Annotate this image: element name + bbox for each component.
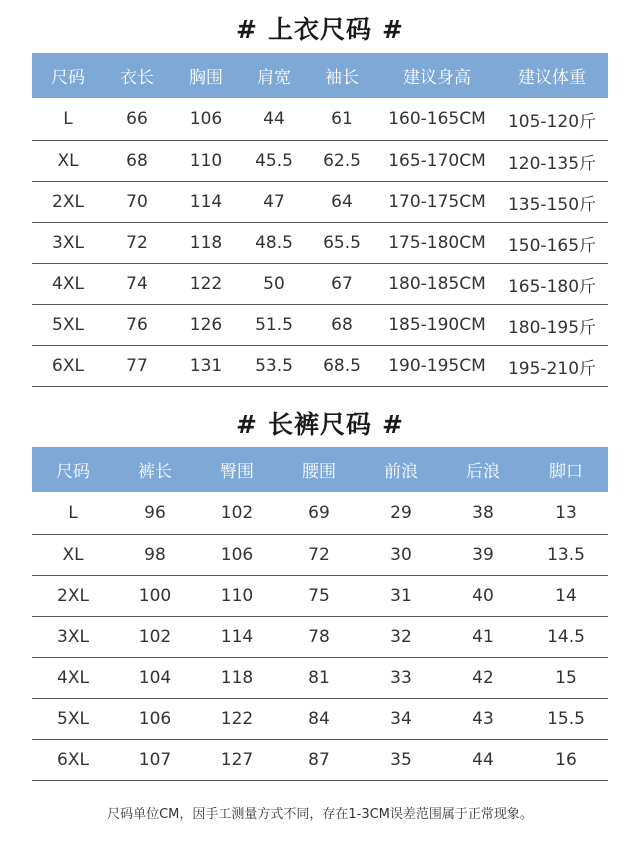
table-cell: 81 [278,658,360,699]
table-cell: 70 [104,182,170,223]
table-cell: 122 [170,264,242,305]
table-cell: 165-180斤 [496,264,608,305]
table-cell: 44 [242,98,306,141]
table-cell: 6XL [32,346,104,387]
footnote: 尺码单位CM，因手工测量方式不同，存在1-3CM误差范围属于正常现象。 [107,807,533,822]
table-cell: 72 [104,223,170,264]
table-cell: XL [32,535,114,576]
table-cell: 131 [170,346,242,387]
table-cell: 180-195斤 [496,305,608,346]
table-cell: 15.5 [524,699,608,740]
column-header: 肩宽 [242,53,306,98]
table-cell: 77 [104,346,170,387]
table-cell: 74 [104,264,170,305]
hash-right: # [382,15,404,44]
table-cell: 150-165斤 [496,223,608,264]
table-cell: 33 [360,658,442,699]
column-header: 后浪 [442,447,524,492]
table-cell: 105-120斤 [496,98,608,141]
table-cell: 50 [242,264,306,305]
table-cell: 120-135斤 [496,141,608,182]
top-title-text: 上衣尺码 [267,15,372,44]
column-header: 脚口 [524,447,608,492]
table-cell: L [32,98,104,141]
column-header: 衣长 [104,53,170,98]
table-cell: L [32,492,114,535]
table-cell: 3XL [32,617,114,658]
table-cell: 190-195CM [378,346,496,387]
table-cell: 160-165CM [378,98,496,141]
table-cell: 45.5 [242,141,306,182]
table-cell: 35 [360,740,442,781]
top-section-title [0,10,640,46]
table-cell: 118 [170,223,242,264]
table-cell: 102 [196,492,278,535]
table-row [32,346,608,387]
table-cell: 2XL [32,182,104,223]
table-cell: 66 [104,98,170,141]
table-row [32,576,608,617]
table-cell: 135-150斤 [496,182,608,223]
table-row [32,492,608,535]
table-cell: 104 [114,658,196,699]
table-cell: 67 [306,264,378,305]
table-cell: 110 [196,576,278,617]
table-row [32,617,608,658]
table-cell: 5XL [32,305,104,346]
table-cell: 43 [442,699,524,740]
table-cell: 114 [196,617,278,658]
table-row [32,535,608,576]
table-cell: 61 [306,98,378,141]
table-cell: 106 [196,535,278,576]
table-cell: 42 [442,658,524,699]
table-cell: 13 [524,492,608,535]
table-cell: 13.5 [524,535,608,576]
table-cell: 106 [170,98,242,141]
table-cell: 126 [170,305,242,346]
column-header: 尺码 [32,447,114,492]
top-header-row [32,53,608,98]
column-header: 胸围 [170,53,242,98]
table-row [32,699,608,740]
bottom-title-text: 长裤尺码 [267,410,372,439]
table-row [32,264,608,305]
table-cell: 87 [278,740,360,781]
table-row [32,305,608,346]
hash-right: # [382,410,404,439]
table-cell: 64 [306,182,378,223]
table-cell: 3XL [32,223,104,264]
table-row [32,740,608,781]
table-cell: 100 [114,576,196,617]
column-header: 建议身高 [378,53,496,98]
table-cell: 122 [196,699,278,740]
table-cell: 29 [360,492,442,535]
column-header: 建议体重 [496,53,608,98]
bottom-section-title [0,405,640,441]
table-row [32,658,608,699]
column-header: 臀围 [196,447,278,492]
table-cell: 110 [170,141,242,182]
table-cell: 69 [278,492,360,535]
table-cell: 32 [360,617,442,658]
table-cell: 62.5 [306,141,378,182]
table-cell: 107 [114,740,196,781]
table-cell: XL [32,141,104,182]
table-cell: 75 [278,576,360,617]
table-cell: 47 [242,182,306,223]
column-header: 前浪 [360,447,442,492]
table-cell: 78 [278,617,360,658]
table-cell: 34 [360,699,442,740]
table-cell: 14.5 [524,617,608,658]
table-cell: 68 [306,305,378,346]
table-cell: 127 [196,740,278,781]
column-header: 袖长 [306,53,378,98]
table-cell: 96 [114,492,196,535]
table-cell: 15 [524,658,608,699]
table-cell: 98 [114,535,196,576]
table-cell: 84 [278,699,360,740]
column-header: 裤长 [114,447,196,492]
table-cell: 65.5 [306,223,378,264]
table-row [32,182,608,223]
table-cell: 5XL [32,699,114,740]
table-cell: 48.5 [242,223,306,264]
table-cell: 68 [104,141,170,182]
table-cell: 175-180CM [378,223,496,264]
table-row [32,223,608,264]
table-cell: 180-185CM [378,264,496,305]
table-cell: 102 [114,617,196,658]
table-cell: 106 [114,699,196,740]
table-cell: 72 [278,535,360,576]
table-cell: 165-170CM [378,141,496,182]
table-cell: 6XL [32,740,114,781]
table-cell: 195-210斤 [496,346,608,387]
table-cell: 185-190CM [378,305,496,346]
table-cell: 41 [442,617,524,658]
column-header: 尺码 [32,53,104,98]
hash-left: # [236,15,258,44]
top-table-body [32,98,608,387]
table-cell: 30 [360,535,442,576]
table-cell: 170-175CM [378,182,496,223]
table-cell: 51.5 [242,305,306,346]
table-cell: 4XL [32,264,104,305]
table-cell: 31 [360,576,442,617]
table-cell: 68.5 [306,346,378,387]
table-cell: 38 [442,492,524,535]
table-row [32,141,608,182]
bottom-size-table [32,447,608,781]
bottom-header-row [32,447,608,492]
column-header: 腰围 [278,447,360,492]
hash-left: # [236,410,258,439]
bottom-table-body [32,492,608,781]
table-cell: 16 [524,740,608,781]
table-cell: 118 [196,658,278,699]
table-cell: 39 [442,535,524,576]
table-cell: 2XL [32,576,114,617]
top-size-table [32,53,608,387]
table-row [32,98,608,141]
table-cell: 53.5 [242,346,306,387]
table-cell: 40 [442,576,524,617]
table-cell: 114 [170,182,242,223]
table-cell: 14 [524,576,608,617]
table-cell: 76 [104,305,170,346]
table-cell: 4XL [32,658,114,699]
table-cell: 44 [442,740,524,781]
